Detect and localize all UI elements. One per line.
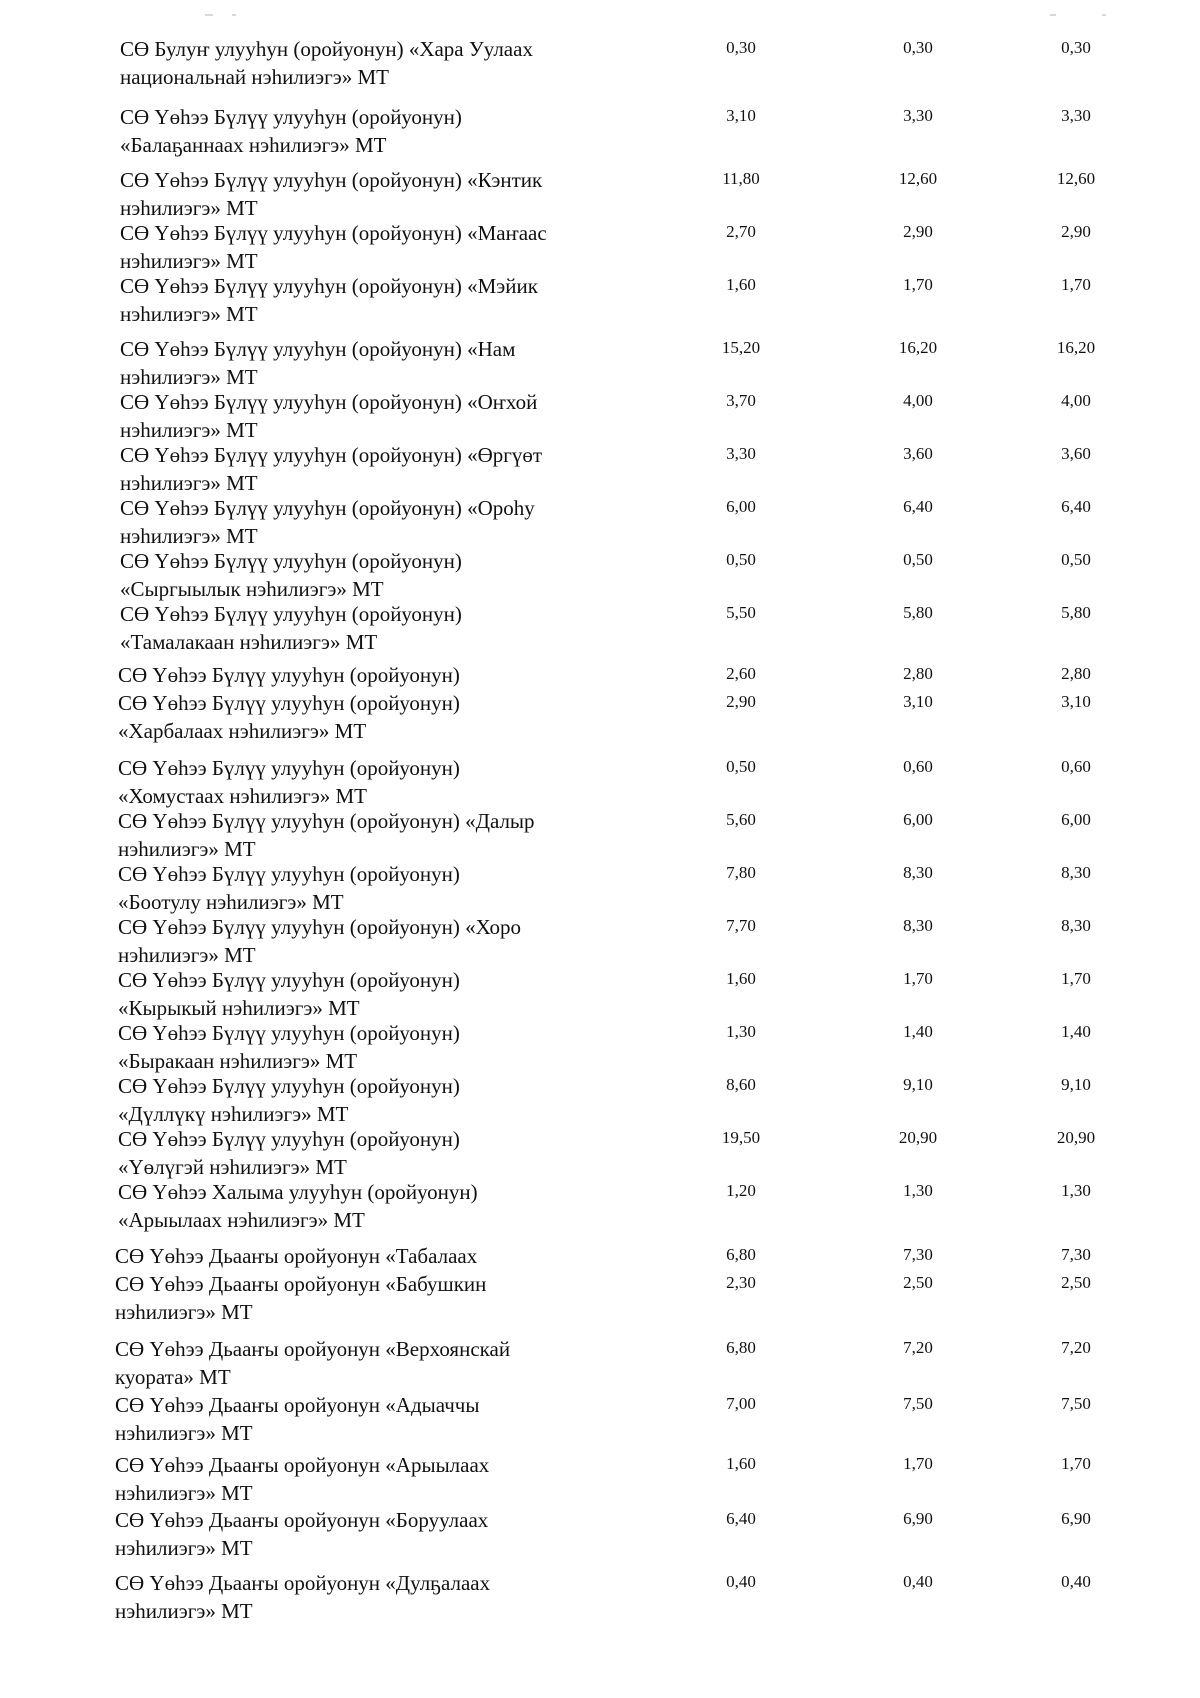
value-col-1: 1,60 <box>726 1454 756 1473</box>
municipality-name: СӨ Үөһээ Бүлүү улууһун (оройуонун) «Тамалакаан нэһилиэгэ» МТ <box>120 602 462 654</box>
value-col-3: 3,30 <box>1061 106 1091 125</box>
value-col-2: 12,60 <box>898 169 938 188</box>
municipality-name: СӨ Үөһээ Бүлүү улууһун (оройуонун) «Хомустаах нэһилиэгэ» МТ <box>118 756 460 808</box>
value-col-2: 2,90 <box>903 222 933 241</box>
value-col-2: 7,30 <box>903 1245 933 1264</box>
value-col-1: 0,50 <box>726 550 756 569</box>
municipality-name: СӨ Үөһээ Бүлүү улууһун (оройуонун) «Өргүөт нэһилиэгэ» МТ <box>120 443 543 495</box>
value-col-2: 16,20 <box>898 338 938 357</box>
value-col-3: 3,10 <box>1061 692 1091 711</box>
value-col-3: 0,40 <box>1061 1572 1091 1591</box>
value-col-2: 0,60 <box>903 757 933 776</box>
municipality-name: СӨ Үөһээ Бүлүү улууһун (оройуонун) <box>118 663 460 687</box>
value-col-3: 12,60 <box>1056 169 1096 188</box>
value-col-2: 1,70 <box>903 1454 933 1473</box>
municipality-name: СӨ Үөһээ Бүлүү улууһун (оройуонун) «Мэйик нэһилиэгэ» МТ <box>120 274 538 326</box>
municipality-name: СӨ Үөһээ Дьааҥы оройуонун «Верхоянскай куората» МТ <box>115 1337 511 1389</box>
value-col-2: 7,50 <box>903 1394 933 1413</box>
value-col-1: 3,30 <box>726 444 756 463</box>
value-col-2: 5,80 <box>903 603 933 622</box>
value-col-1: 15,20 <box>721 338 761 357</box>
value-col-2: 7,20 <box>903 1338 933 1357</box>
municipality-name: СӨ Үөһээ Бүлүү улууһун (оройуонун) «Боотулу нэһилиэгэ» МТ <box>118 862 460 914</box>
value-col-2: 3,30 <box>903 106 933 125</box>
value-col-3: 6,40 <box>1061 497 1091 516</box>
value-col-3: 0,60 <box>1061 757 1091 776</box>
value-col-2: 0,30 <box>903 38 933 57</box>
municipality-name: СӨ Үөһээ Дьааҥы оройуонун «Боруулаах нэһилиэгэ» МТ <box>115 1508 489 1560</box>
value-col-3: 2,80 <box>1061 664 1091 683</box>
value-col-3: 1,70 <box>1061 1454 1091 1473</box>
value-col-3: 16,20 <box>1056 338 1096 357</box>
value-col-3: 1,70 <box>1061 969 1091 988</box>
municipality-name: СӨ Үөһээ Бүлүү улууһун (оройуонун) «Үөлүгэй нэһилиэгэ» МТ <box>118 1127 460 1179</box>
value-col-1: 1,20 <box>726 1181 756 1200</box>
value-col-1: 1,60 <box>726 275 756 294</box>
value-col-2: 1,40 <box>903 1022 933 1041</box>
municipality-name: СӨ Үөһээ Дьааҥы оройуонун «Дулҕалаах нэһилиэгэ» МТ <box>115 1571 491 1623</box>
value-col-1: 7,80 <box>726 863 756 882</box>
value-col-3: 1,30 <box>1061 1181 1091 1200</box>
value-col-3: 2,90 <box>1061 222 1091 241</box>
value-col-3: 8,30 <box>1061 863 1091 882</box>
municipality-name: СӨ Үөһээ Бүлүү улууһун (оройуонун) «Балаҕаннаах нэһилиэгэ» МТ <box>120 105 462 157</box>
value-col-1: 6,80 <box>726 1245 756 1264</box>
value-col-3: 7,20 <box>1061 1338 1091 1357</box>
value-col-3: 3,60 <box>1061 444 1091 463</box>
value-col-2: 2,80 <box>903 664 933 683</box>
value-col-3: 7,50 <box>1061 1394 1091 1413</box>
municipality-name: СӨ Үөһээ Халыма улууһун (оройуонун) «Арыылаах нэһилиэгэ» МТ <box>118 1180 478 1232</box>
value-col-1: 1,30 <box>726 1022 756 1041</box>
municipality-name: СӨ Үөһээ Бүлүү улууһун (оройуонун) «Кырыкый нэһилиэгэ» МТ <box>118 968 460 1020</box>
value-col-1: 2,60 <box>726 664 756 683</box>
value-col-2: 6,40 <box>903 497 933 516</box>
value-col-3: 7,30 <box>1061 1245 1091 1264</box>
municipality-name: СӨ Үөһээ Дьааҥы оройуонун «Адыаччы нэһилиэгэ» МТ <box>115 1393 480 1445</box>
value-col-1: 6,00 <box>726 497 756 516</box>
value-col-1: 6,40 <box>726 1509 756 1528</box>
value-col-3: 1,40 <box>1061 1022 1091 1041</box>
value-col-1: 2,70 <box>726 222 756 241</box>
value-col-3: 5,80 <box>1061 603 1091 622</box>
value-col-2: 1,70 <box>903 275 933 294</box>
municipality-name: СӨ Үөһээ Бүлүү улууһун (оройуонун) «Далыр нэһилиэгэ» МТ <box>118 809 535 861</box>
value-col-1: 7,00 <box>726 1394 756 1413</box>
value-col-2: 8,30 <box>903 916 933 935</box>
value-col-3: 2,50 <box>1061 1273 1091 1292</box>
value-col-3: 1,70 <box>1061 275 1091 294</box>
value-col-1: 6,80 <box>726 1338 756 1357</box>
value-col-3: 6,90 <box>1061 1509 1091 1528</box>
municipality-name: СӨ Үөһээ Бүлүү улууһун (оройуонун) «Сыргыылык нэһилиэгэ» МТ <box>120 549 462 601</box>
value-col-3: 8,30 <box>1061 916 1091 935</box>
municipality-name: СӨ Үөһээ Дьааҥы оройуонун «Бабушкин нэһилиэгэ» МТ <box>115 1272 487 1324</box>
value-col-3: 0,30 <box>1061 38 1091 57</box>
value-col-2: 0,50 <box>903 550 933 569</box>
value-col-1: 0,50 <box>726 757 756 776</box>
value-col-1: 5,50 <box>726 603 756 622</box>
municipality-name: СӨ Үөһээ Бүлүү улууһун (оройуонун) «Маҥаас нэһилиэгэ» МТ <box>120 221 547 273</box>
value-col-2: 0,40 <box>903 1572 933 1591</box>
municipality-name: СӨ Үөһээ Бүлүү улууһун (оройуонун) «Кэнтик нэһилиэгэ» МТ <box>120 168 543 220</box>
value-col-3: 9,10 <box>1061 1075 1091 1094</box>
value-col-1: 0,30 <box>726 38 756 57</box>
municipality-name: СӨ Үөһээ Бүлүү улууһун (оройуонун) «Дүллүкү нэһилиэгэ» МТ <box>118 1074 460 1126</box>
value-col-1: 3,70 <box>726 391 756 410</box>
value-col-1: 2,30 <box>726 1273 756 1292</box>
value-col-2: 4,00 <box>903 391 933 410</box>
municipality-name: СӨ Үөһээ Бүлүү улууһун (оройуонун) «Быракаан нэһилиэгэ» МТ <box>118 1021 460 1073</box>
value-col-2: 2,50 <box>903 1273 933 1292</box>
municipality-name: СӨ Үөһээ Бүлүү улууһун (оройуонун) «Харбалаах нэһилиэгэ» МТ <box>118 691 460 743</box>
value-col-2: 3,10 <box>903 692 933 711</box>
value-col-2: 6,00 <box>903 810 933 829</box>
value-col-1: 0,40 <box>726 1572 756 1591</box>
municipality-name: СӨ Үөһээ Бүлүү улууһун (оройуонун) «Ороһу нэһилиэгэ» МТ <box>120 496 535 548</box>
value-col-1: 7,70 <box>726 916 756 935</box>
value-col-2: 1,30 <box>903 1181 933 1200</box>
municipality-name: СӨ Булуҥ улууһун (оройуонун) «Хара Уулаах национальнай нэһилиэгэ» МТ <box>120 37 533 89</box>
value-col-3: 20,90 <box>1056 1128 1096 1147</box>
value-col-1: 19,50 <box>721 1128 761 1147</box>
value-col-2: 6,90 <box>903 1509 933 1528</box>
value-col-2: 20,90 <box>898 1128 938 1147</box>
value-col-1: 2,90 <box>726 692 756 711</box>
value-col-2: 1,70 <box>903 969 933 988</box>
municipality-name: СӨ Үөһээ Бүлүү улууһун (оройуонун) «Оҥхой нэһилиэгэ» МТ <box>120 390 538 442</box>
value-col-2: 9,10 <box>903 1075 933 1094</box>
value-col-2: 3,60 <box>903 444 933 463</box>
value-col-1: 8,60 <box>726 1075 756 1094</box>
value-col-3: 4,00 <box>1061 391 1091 410</box>
municipality-name: СӨ Үөһээ Бүлүү улууһун (оройуонун) «Хоро нэһилиэгэ» МТ <box>118 915 521 967</box>
value-col-3: 6,00 <box>1061 810 1091 829</box>
value-col-3: 0,50 <box>1061 550 1091 569</box>
value-col-1: 1,60 <box>726 969 756 988</box>
value-col-1: 3,10 <box>726 106 756 125</box>
municipality-name: СӨ Үөһээ Дьааҥы оройуонун «Табалаах <box>115 1244 478 1268</box>
value-col-1: 5,60 <box>726 810 756 829</box>
value-col-1: 11,80 <box>722 169 760 188</box>
municipality-name: СӨ Үөһээ Бүлүү улууһун (оройуонун) «Нам нэһилиэгэ» МТ <box>120 337 516 389</box>
municipality-name: СӨ Үөһээ Дьааҥы оройуонун «Арыылаах нэһилиэгэ» МТ <box>115 1453 490 1505</box>
value-col-2: 8,30 <box>903 863 933 882</box>
